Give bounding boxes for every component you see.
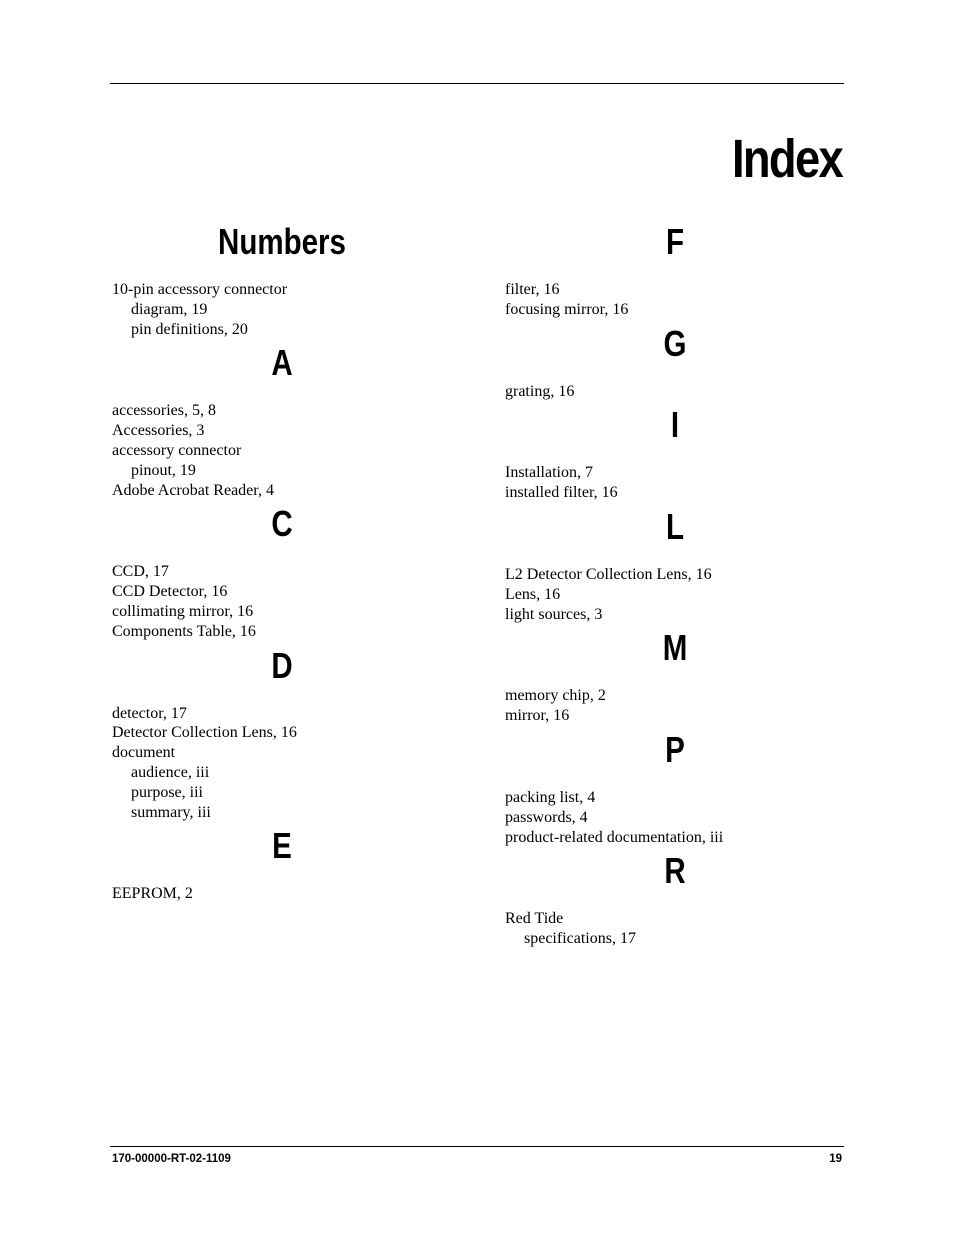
index-subentry: specifications, 17 <box>524 930 636 948</box>
index-entry: memory chip, 2 <box>505 687 606 705</box>
entry-list <box>505 280 845 320</box>
index-subentry: summary, iii <box>131 803 211 821</box>
index-entry: passwords, 4 <box>505 808 588 826</box>
index-subentry: pinout, 19 <box>131 461 196 479</box>
index-entry: document <box>112 744 176 762</box>
index-subentry: pin definitions, 20 <box>131 320 248 338</box>
index-entry: focusing mirror, 16 <box>505 300 629 318</box>
section-heading: D <box>271 644 293 686</box>
index-entry: installed filter, 16 <box>505 484 618 502</box>
entry-list <box>112 280 452 339</box>
footer-rule <box>110 1146 844 1147</box>
index-entry: Red Tide <box>505 910 564 928</box>
index-entry: 10-pin accessory connector <box>112 281 288 298</box>
section-heading: E <box>272 825 292 867</box>
index-section <box>112 341 452 500</box>
index-entry: packing list, 4 <box>505 788 596 806</box>
index-subentry: purpose, iii <box>131 783 203 801</box>
index-section <box>112 502 452 641</box>
entry-list <box>505 909 845 949</box>
index-entry: Lens, 16 <box>505 585 561 603</box>
entry-list <box>112 884 452 904</box>
section-heading: F <box>665 221 685 262</box>
section-heading: I <box>670 404 680 446</box>
index-section <box>505 322 845 402</box>
section-heading: R <box>664 850 686 892</box>
index-section <box>505 505 845 624</box>
footer-page-number: 19 <box>829 1153 842 1165</box>
page-title: Index <box>731 129 842 189</box>
index-entry: EEPROM, 2 <box>112 885 193 903</box>
index-section <box>112 824 452 904</box>
section-heading: C <box>271 503 293 545</box>
entry-list <box>112 704 452 823</box>
index-section <box>505 626 845 726</box>
index-entry: Adobe Acrobat Reader, 4 <box>112 481 274 499</box>
entry-list <box>505 565 845 624</box>
entry-list <box>505 382 845 402</box>
index-entry: Components Table, 16 <box>112 622 256 640</box>
section-heading: L <box>665 505 685 547</box>
index-entry: Accessories, 3 <box>112 422 205 440</box>
section-heading: G <box>663 322 687 364</box>
index-entry: Detector Collection Lens, 16 <box>112 724 297 742</box>
index-entry: grating, 16 <box>505 382 575 400</box>
index-subentry: diagram, 19 <box>131 300 208 318</box>
section-heading: M <box>662 627 688 669</box>
entry-list <box>505 463 845 503</box>
index-entry: CCD, 17 <box>112 563 169 581</box>
index-column-right <box>505 210 845 949</box>
section-heading: P <box>665 728 685 770</box>
index-entry: accessories, 5, 8 <box>112 402 216 420</box>
index-entry: L2 Detector Collection Lens, 16 <box>505 565 712 583</box>
index-entry: Installation, 7 <box>505 464 593 482</box>
index-section <box>112 644 452 823</box>
index-section <box>505 220 845 320</box>
index-entry: product-related documentation, iii <box>505 828 724 846</box>
index-column-left <box>112 210 452 904</box>
entry-list <box>112 562 452 641</box>
section-heading: Numbers <box>218 221 346 262</box>
index-section <box>505 728 845 847</box>
index-entry: filter, 16 <box>505 281 560 298</box>
entry-list <box>505 686 845 726</box>
entry-list <box>505 788 845 847</box>
index-entry: mirror, 16 <box>505 707 570 725</box>
entry-list <box>112 401 452 500</box>
index-entry: detector, 17 <box>112 704 187 722</box>
index-entry: collimating mirror, 16 <box>112 602 254 620</box>
index-entry: accessory connector <box>112 441 242 459</box>
index-entry: CCD Detector, 16 <box>112 583 228 601</box>
index-subentry: audience, iii <box>131 763 210 781</box>
index-section <box>505 403 845 503</box>
index-section <box>112 220 452 339</box>
footer-doc-number: 170-00000-RT-02-1109 <box>112 1153 231 1165</box>
index-entry: light sources, 3 <box>505 605 603 623</box>
header-rule <box>110 83 844 84</box>
section-heading: A <box>271 342 293 384</box>
index-section <box>505 849 845 949</box>
